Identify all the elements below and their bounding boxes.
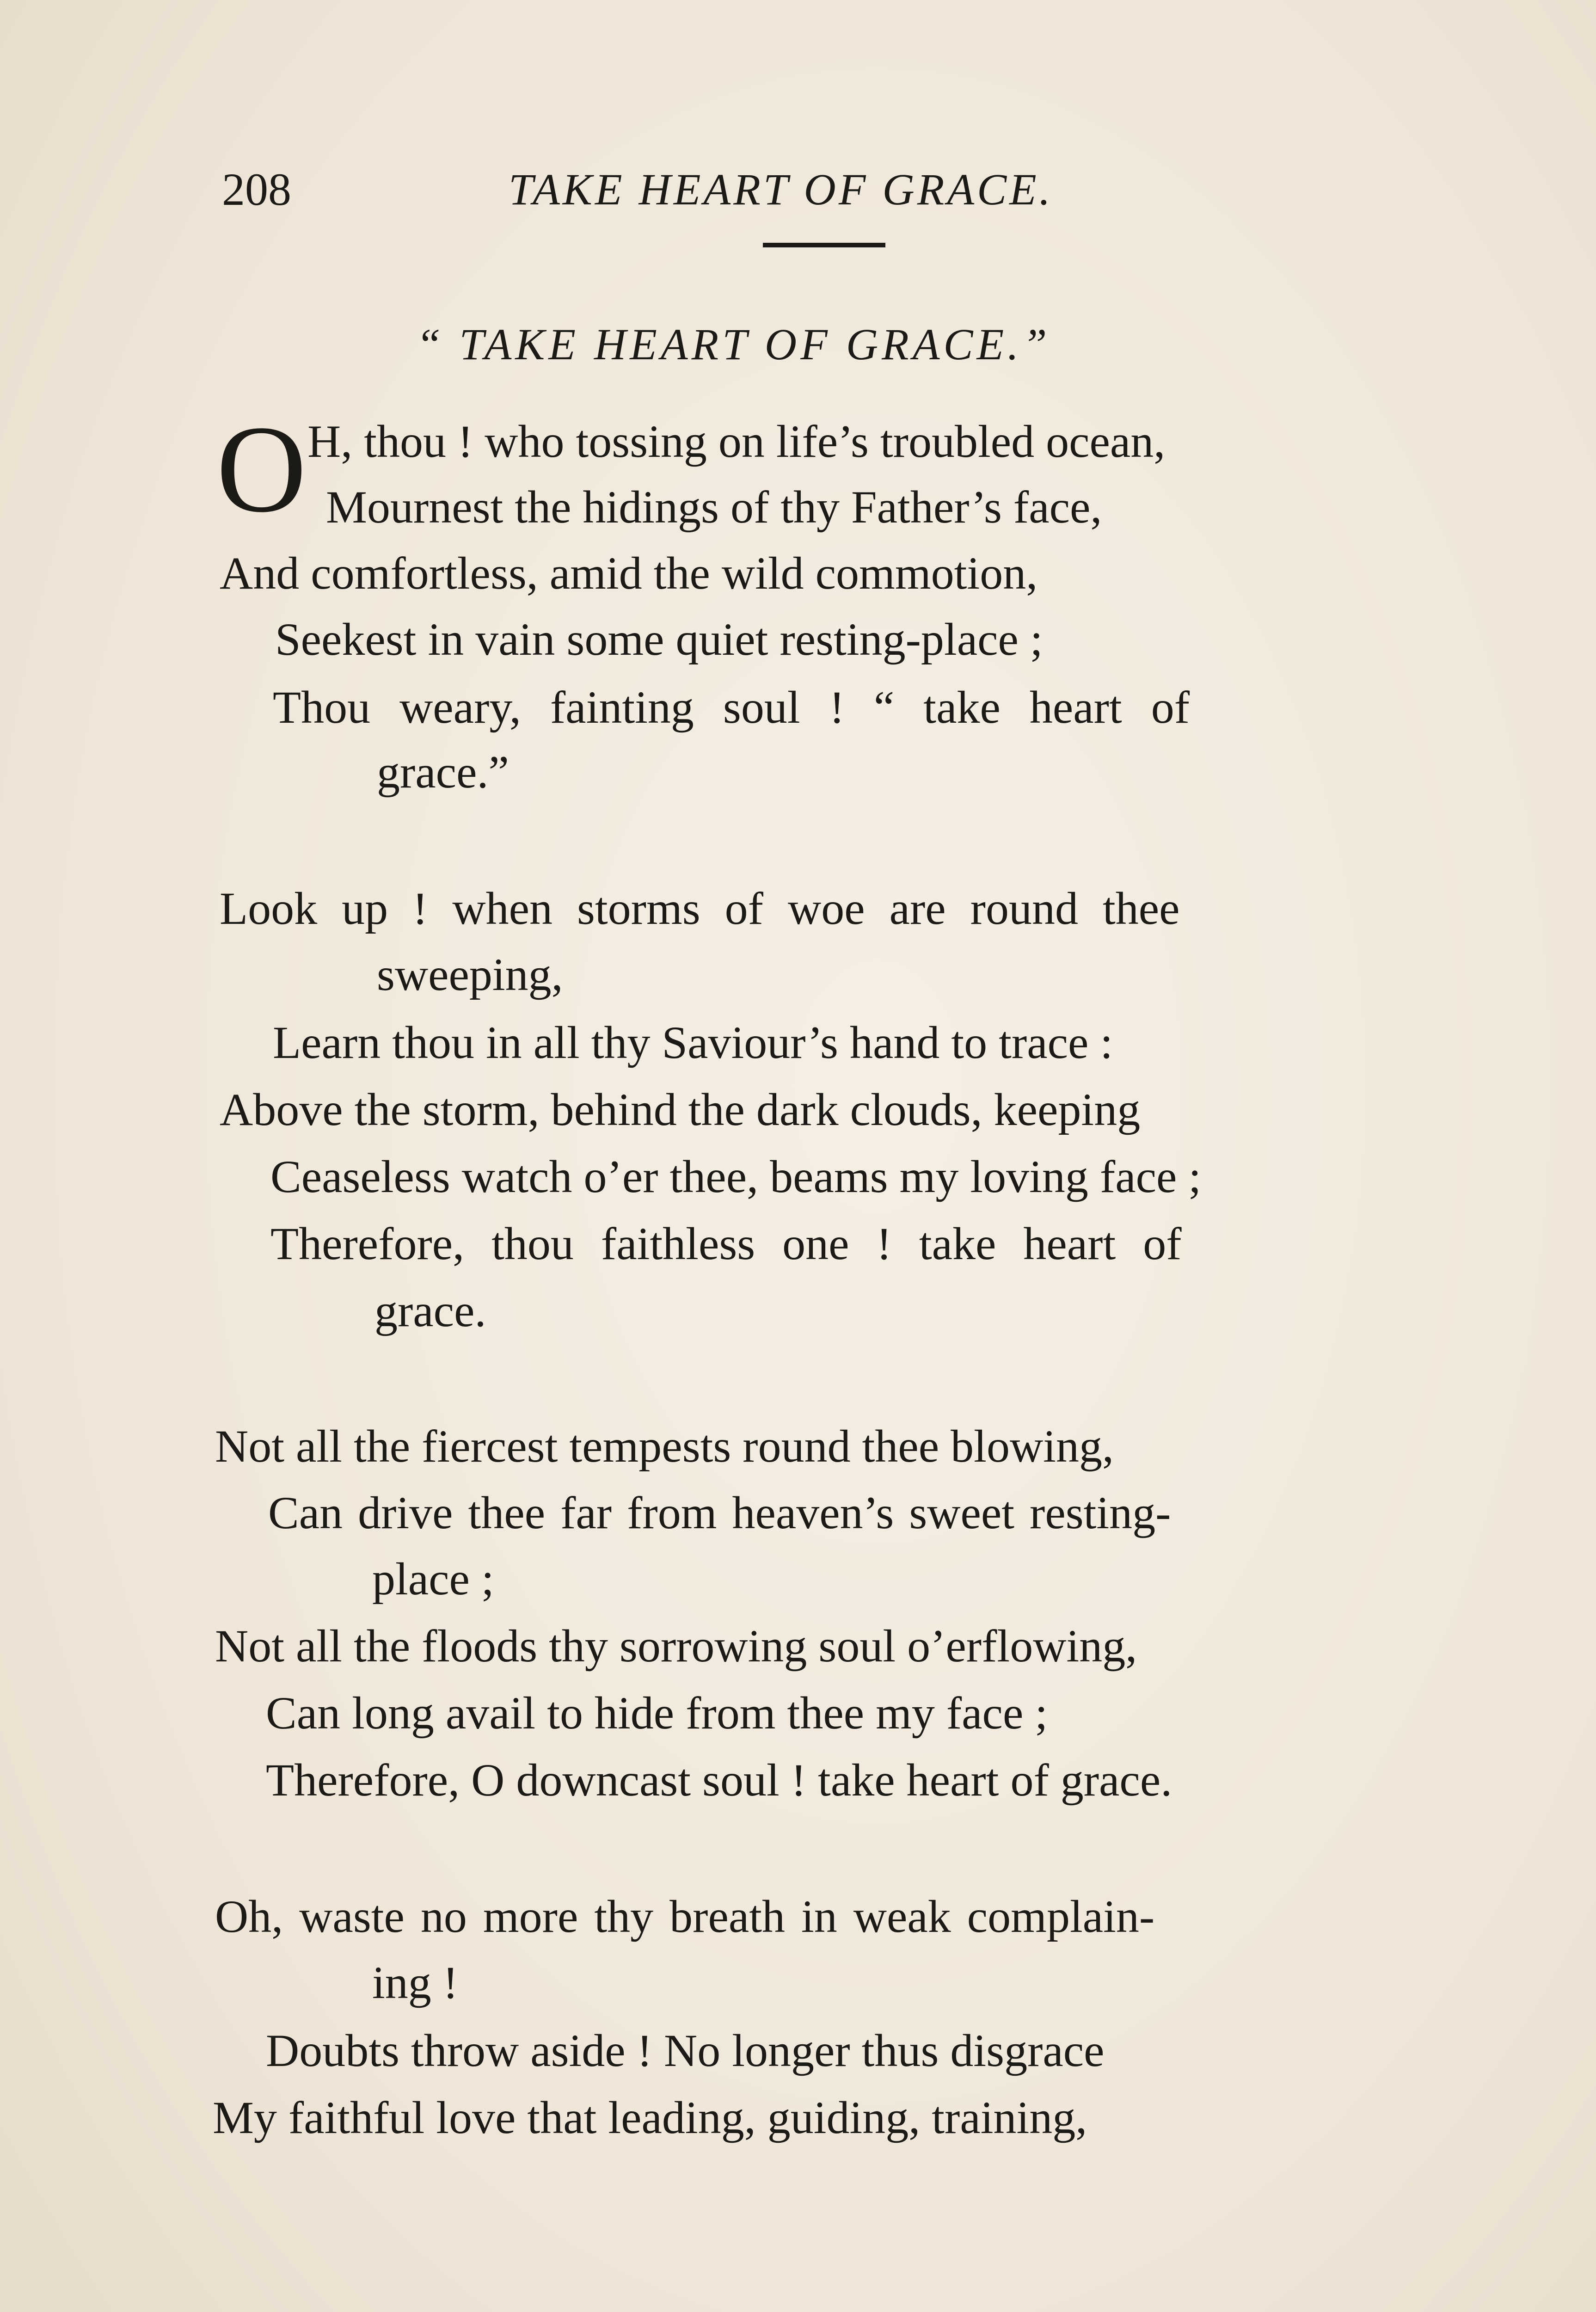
poem-line: Can long avail to hide from thee my face ;: [266, 1687, 1048, 1739]
poem-line: sweeping,: [377, 949, 563, 1000]
poem-line: Seekest in vain some quiet resting-place ;: [275, 614, 1043, 665]
poem-line: Learn thou in all thy Saviour’s hand to trace :: [273, 1017, 1113, 1068]
poem-line: Therefore, thou faithless one ! take heart of: [270, 1218, 1182, 1269]
title-rule: [763, 243, 885, 247]
poem-line: Therefore, O downcast soul ! take heart of grace.: [266, 1754, 1172, 1806]
poem-line: My faithful love that leading, guiding, training,: [213, 2092, 1087, 2143]
poem-line: And comfortless, amid the wild commotion,: [220, 547, 1038, 599]
poem-line: H, thou ! who tossing on life’s troubled ocean,: [307, 416, 1166, 467]
drop-cap: O: [216, 400, 307, 538]
poem-line: place ;: [372, 1553, 494, 1605]
poem-line: grace.”: [377, 746, 509, 798]
poem-line: Not all the fiercest tempests round thee blowing,: [215, 1420, 1114, 1472]
poem-line: Mournest the hidings of thy Father’s face,: [326, 481, 1102, 533]
poem-line: Above the storm, behind the dark clouds, keeping: [220, 1084, 1141, 1135]
poem-line: Ceaseless watch o’er thee, beams my loving face ;: [270, 1151, 1202, 1202]
poem-title: “ TAKE HEART OF GRACE.”: [416, 320, 1051, 369]
page-header: [222, 157, 1387, 222]
poem-line: Thou weary, fainting soul ! “ take heart of: [273, 682, 1190, 733]
poem-line: Can drive thee far from heaven’s sweet resting-: [268, 1487, 1171, 1538]
page-number: 208: [222, 164, 291, 215]
poem-line: ing !: [372, 1957, 459, 2008]
running-head: TAKE HEART OF GRACE.: [509, 165, 1053, 214]
poem-line: Oh, waste no more thy breath in weak complain-: [215, 1891, 1155, 1942]
poem-line: Doubts throw aside ! No longer thus disgrace: [266, 2025, 1105, 2076]
poem-line: grace.: [374, 1285, 486, 1336]
poem-line: Not all the floods thy sorrowing soul o’erflowing,: [215, 1620, 1137, 1672]
poem-line: Look up ! when storms of woe are round thee: [220, 883, 1180, 934]
